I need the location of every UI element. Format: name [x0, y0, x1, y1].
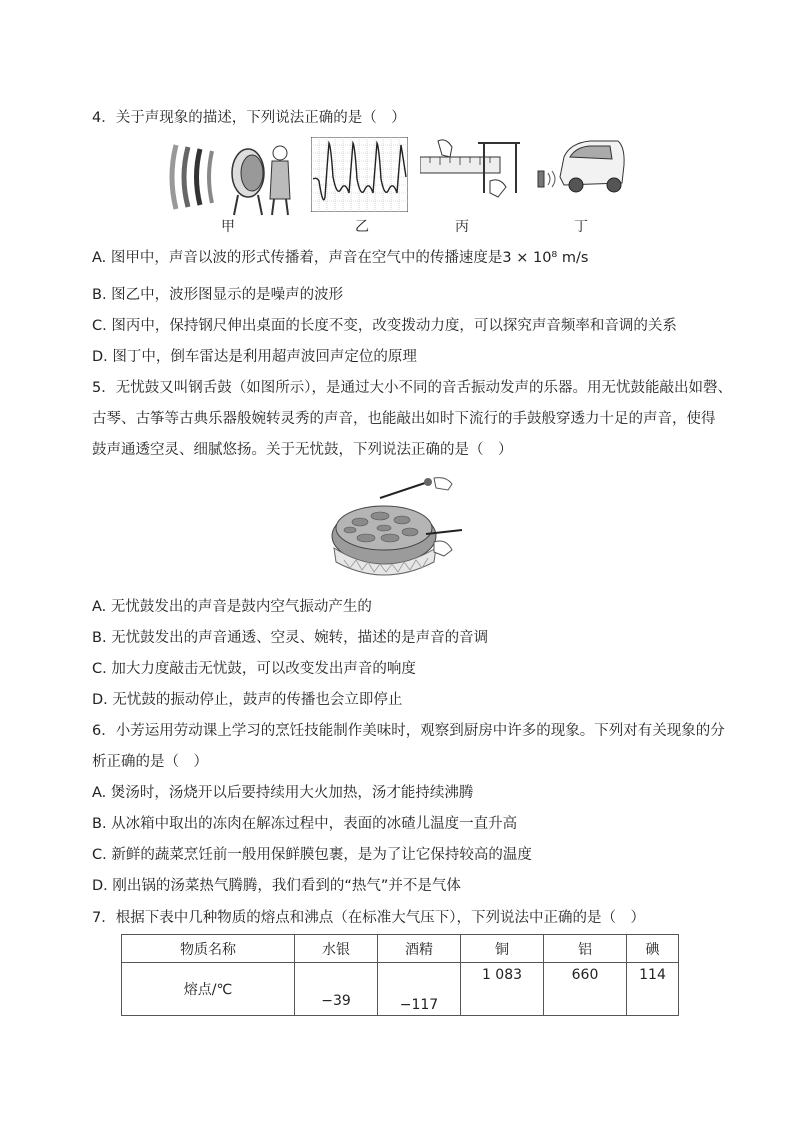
header-copper: 铜	[461, 935, 544, 963]
mercury-melting-point: −39	[295, 963, 378, 1016]
waveform-grid-figure	[311, 137, 408, 212]
q5-option-a: A. 无忧鼓发出的声音是鼓内空气振动产生的	[92, 599, 372, 615]
q6-option-d: D. 刚出锅的汤菜热气腾腾，我们看到的“热气”并不是气体	[92, 878, 461, 894]
q4-option-b: B. 图乙中，波形图显示的是噪声的波形	[92, 287, 344, 303]
melting-point-table	[121, 934, 679, 1016]
aluminum-melting-point: 660	[544, 963, 627, 1016]
drum-sound-wave-figure	[168, 137, 298, 217]
header-alcohol: 酒精	[378, 935, 461, 963]
q4-option-a: A. 图甲中，声音以波的形式传播着，声音在空气中的传播速度是3 × 10⁸ m/s	[92, 250, 589, 266]
q4-stem: 4．关于声现象的描述，下列说法正确的是（ ）	[92, 110, 406, 126]
q6-stem-line-1: 6．小芳运用劳动课上学习的烹饪技能制作美味时，观察到厨房中许多的现象。下列对有关现象的分	[92, 723, 725, 739]
header-iodine: 碘	[627, 935, 679, 963]
q5-stem-line-2: 古琴、古筝等古典乐器般婉转灵秀的声音，也能敲出如时下流行的手鼓般穿透力十足的声音，使得	[92, 411, 716, 427]
header-mercury: 水银	[295, 935, 378, 963]
q5-stem-line-1: 5．无忧鼓又叫钢舌鼓（如图所示），是通过大小不同的音舌振动发声的乐器。用无忧鼓能敲出如磬、	[92, 380, 732, 396]
q5-option-b: B. 无忧鼓发出的声音通透、空灵、婉转，描述的是声音的音调	[92, 630, 489, 646]
table-row	[122, 963, 679, 1016]
caption-jia: 甲	[221, 219, 235, 235]
q5-option-c: C. 加大力度敲击无忧鼓，可以改变发出声音的响度	[92, 661, 416, 677]
header-aluminum: 铝	[544, 935, 627, 963]
header-substance: 物质名称	[122, 935, 295, 963]
q6-option-b: B. 从冰箱中取出的冻肉在解冻过程中，表面的冰碴儿温度一直升高	[92, 816, 518, 832]
q6-stem-line-2: 析正确的是（ ）	[92, 754, 208, 770]
q4-figure-row	[168, 137, 628, 235]
caption-ding: 丁	[574, 219, 588, 235]
caption-bing: 丙	[455, 219, 469, 235]
q6-option-c: C. 新鲜的蔬菜烹饪前一般用保鲜膜包裹，是为了让它保持较高的温度	[92, 847, 532, 863]
q5-stem-line-3: 鼓声通透空灵、细腻悠扬。关于无忧鼓，下列说法正确的是（ ）	[92, 442, 513, 458]
ruler-table-figure	[420, 137, 520, 207]
q4-option-d: D. 图丁中，倒车雷达是利用超声波回声定位的原理	[92, 349, 417, 365]
car-radar-figure	[530, 137, 626, 197]
copper-melting-point: 1 083	[461, 963, 544, 1016]
table-header-row	[122, 935, 679, 963]
q7-stem: 7．根据下表中几种物质的熔点和沸点（在标准大气压下），下列说法中正确的是（ ）	[92, 910, 645, 926]
q5-option-d: D. 无忧鼓的振动停止，鼓声的传播也会立即停止	[92, 692, 403, 708]
iodine-melting-point: 114	[627, 963, 679, 1016]
q4-option-c: C. 图丙中，保持钢尺伸出桌面的长度不变，改变拨动力度，可以探究声音频率和音调的关系	[92, 318, 677, 334]
q6-option-a: A. 煲汤时，汤烧开以后要持续用大火加热，汤才能持续沸腾	[92, 785, 474, 801]
row-label-melting-point: 熔点/℃	[122, 963, 295, 1016]
caption-yi: 乙	[355, 219, 369, 235]
alcohol-melting-point: −117	[378, 963, 461, 1016]
tongue-drum-figure	[330, 476, 466, 588]
